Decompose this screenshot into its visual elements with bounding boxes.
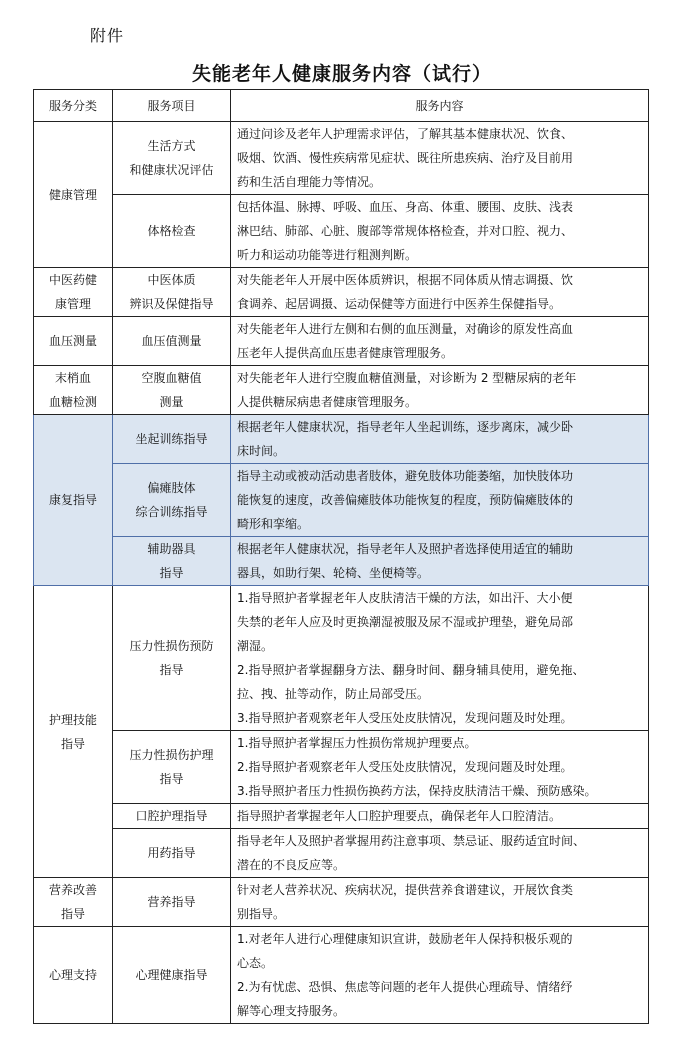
service-content-line: 对失能老年人进行空腹血糖值测量，对诊断为 2 型糖尿病的老年 (237, 371, 577, 385)
service-content-cell (231, 586, 649, 731)
table-row (34, 537, 649, 586)
service-content-cell (231, 804, 649, 829)
service-item-label: 心理健康指导 (135, 968, 208, 982)
service-item-cell (113, 586, 231, 731)
service-content-line: 2.指导照护者掌握翻身方法、翻身时间、翻身辅具使用，避免拖、 (237, 663, 585, 677)
service-content-line: 听力和运动功能等进行粗测判断。 (237, 248, 418, 262)
table-row (34, 829, 649, 878)
service-item-cell (113, 317, 231, 366)
table-row (34, 804, 649, 829)
header-item: 服务项目 (113, 90, 231, 122)
service-content-cell (231, 878, 649, 927)
service-item-label: 压力性损伤护理 (129, 748, 214, 762)
service-content-line: 潜在的不良反应等。 (237, 858, 346, 872)
service-table-body (34, 90, 649, 1024)
category-cell (34, 927, 113, 1024)
service-item-cell (113, 927, 231, 1024)
table-row (34, 366, 649, 415)
service-content-line: 压老年人提供高血压患者健康管理服务。 (237, 346, 454, 360)
category-cell (34, 317, 113, 366)
service-content-line: 潮湿。 (237, 639, 274, 653)
category-cell (34, 268, 113, 317)
service-item-cell (113, 804, 231, 829)
table-row (34, 415, 649, 464)
attachment-label: 附件 (90, 26, 125, 45)
table-row (34, 731, 649, 804)
service-content-line: 对失能老年人开展中医体质辨识，根据不同体质从情志调摄、饮 (237, 273, 574, 287)
service-item-label: 生活方式 (147, 139, 196, 153)
service-item-label: 辨识及保健指导 (129, 297, 214, 311)
service-item-cell (113, 415, 231, 464)
service-item-cell (113, 464, 231, 537)
service-content-line: 根据老年人健康状况，指导老年人及照护者选择使用适宜的辅助 (237, 542, 574, 556)
service-content-line: 吸烟、饮酒、慢性疾病常见症状、既往所患疾病、治疗及目前用 (237, 151, 574, 165)
service-content-cell (231, 731, 649, 804)
service-content-line: 药和生活自理能力等情况。 (237, 175, 382, 189)
service-item-cell (113, 731, 231, 804)
service-content-cell (231, 195, 649, 268)
category-cell (34, 878, 113, 927)
category-label: 血压测量 (48, 334, 97, 348)
service-item-label: 偏瘫肢体 (147, 481, 196, 495)
service-content-line: 别指导。 (237, 907, 286, 921)
service-item-label: 坐起训练指导 (135, 432, 208, 446)
service-content-line: 根据老年人健康状况，指导老年人坐起训练，逐步离床，减少卧 (237, 420, 574, 434)
table-row (34, 878, 649, 927)
category-label: 指导 (60, 736, 85, 751)
service-content-line: 人提供糖尿病患者健康管理服务。 (237, 395, 418, 409)
service-item-label: 和健康状况评估 (129, 163, 214, 177)
service-item-cell (113, 537, 231, 586)
service-item-label: 指导 (159, 772, 184, 786)
category-label: 末梢血 (54, 371, 91, 385)
service-content-line: 2.指导照护者观察老年人受压处皮肤情况，发现问题及时处理。 (237, 760, 573, 774)
service-content-line: 指导老年人及照护者掌握用药注意事项、禁忌证、服药适宜时间、 (237, 834, 586, 848)
service-item-cell (113, 268, 231, 317)
service-item-label: 中医体质 (147, 273, 196, 287)
category-cell (34, 122, 113, 268)
service-content-line: 拉、拽、扯等动作，防止局部受压。 (237, 687, 430, 701)
category-label: 中医药健 (48, 273, 97, 287)
service-content-cell (231, 317, 649, 366)
service-item-label: 测量 (159, 395, 184, 409)
table-header-row (34, 90, 649, 122)
service-item-cell (113, 195, 231, 268)
service-item-cell (113, 122, 231, 195)
service-item-label: 血压值测量 (141, 334, 202, 348)
service-content-line: 畸形和挛缩。 (237, 517, 310, 531)
service-content-line: 3.指导照护者压力性损伤换药方法，保持皮肤清洁干燥、预防感染。 (237, 784, 597, 798)
category-label: 指导 (60, 907, 85, 921)
service-item-label: 口腔护理指导 (135, 809, 208, 823)
service-content-line: 1.对老年人进行心理健康知识宣讲，鼓励老年人保持积极乐观的 (237, 932, 573, 946)
service-content-cell (231, 464, 649, 537)
service-content-cell (231, 122, 649, 195)
service-content-cell (231, 927, 649, 1024)
service-item-label: 空腹血糖值 (141, 371, 202, 385)
table-row (34, 122, 649, 195)
service-content-line: 1.指导照护者掌握压力性损伤常规护理要点。 (237, 736, 477, 750)
service-content-line: 包括体温、脉搏、呼吸、血压、身高、体重、腰围、皮肤、浅表 (237, 200, 574, 214)
service-content-line: 淋巴结、肺部、心脏、腹部等常规体格检查，并对口腔、视力、 (237, 224, 574, 238)
service-content-line: 器具，如助行架、轮椅、坐便椅等。 (237, 566, 430, 580)
service-item-label: 用药指导 (147, 846, 196, 860)
service-content-line: 3.指导照护者观察老年人受压处皮肤情况，发现问题及时处理。 (237, 711, 573, 725)
category-label: 护理技能 (48, 712, 97, 727)
service-content-cell (231, 366, 649, 415)
category-label: 心理支持 (48, 968, 97, 982)
service-content-line: 指导主动或被动活动患者肢体，避免肢体功能萎缩，加快肢体功 (237, 469, 574, 483)
service-content-cell (231, 415, 649, 464)
category-cell (34, 415, 113, 586)
table-row (34, 464, 649, 537)
service-content-line: 1.指导照护者掌握老年人皮肤清洁干燥的方法，如出汗、大小便 (237, 591, 573, 605)
service-content-line: 解等心理支持服务。 (237, 1004, 346, 1018)
service-content-line: 食调养、起居调摄、运动保健等方面进行中医养生保健指导。 (237, 297, 562, 311)
category-label: 健康管理 (48, 187, 97, 202)
header-content: 服务内容 (231, 90, 649, 122)
service-content-cell (231, 537, 649, 586)
service-content-line: 能恢复的速度，改善偏瘫肢体功能恢复的程度，预防偏瘫肢体的 (237, 493, 574, 507)
service-content-line: 通过问诊及老年人护理需求评估，了解其基本健康状况、饮食、 (237, 127, 574, 141)
category-cell (34, 366, 113, 415)
service-item-label: 体格检查 (147, 224, 196, 238)
service-item-label: 指导 (159, 566, 184, 580)
service-content-line: 2.为有忧虑、恐惧、焦虑等问题的老年人提供心理疏导、情绪纾 (237, 980, 573, 994)
service-item-cell (113, 878, 231, 927)
table-row (34, 586, 649, 731)
service-item-label: 压力性损伤预防 (129, 639, 214, 653)
table-row (34, 317, 649, 366)
category-label: 康复指导 (48, 493, 97, 507)
table-row (34, 195, 649, 268)
service-item-label: 综合训练指导 (135, 505, 208, 519)
category-label: 营养改善 (48, 883, 97, 897)
table-row (34, 268, 649, 317)
category-label: 康管理 (54, 297, 91, 311)
service-content-cell (231, 829, 649, 878)
service-content-line: 指导照护者掌握老年人口腔护理要点，确保老年人口腔清洁。 (237, 809, 562, 823)
service-table (33, 89, 649, 1024)
header-category: 服务分类 (34, 90, 113, 122)
service-content-line: 心态。 (237, 956, 274, 970)
category-cell (34, 586, 113, 878)
category-label: 血糖检测 (48, 395, 97, 409)
service-content-cell (231, 268, 649, 317)
service-content-line: 床时间。 (237, 444, 286, 458)
document-title: 失能老年人健康服务内容（试行） (191, 63, 492, 85)
service-item-cell (113, 366, 231, 415)
service-item-label: 营养指导 (147, 895, 196, 909)
service-content-line: 失禁的老年人应及时更换潮湿被服及尿不湿或护理垫，避免局部 (237, 615, 574, 629)
service-item-label: 指导 (159, 663, 184, 677)
service-item-cell (113, 829, 231, 878)
table-row (34, 927, 649, 1024)
service-item-label: 辅助器具 (147, 542, 196, 556)
service-content-line: 对失能老年人进行左侧和右侧的血压测量，对确诊的原发性高血 (237, 322, 574, 336)
service-content-line: 针对老人营养状况、疾病状况，提供营养食谱建议，开展饮食类 (237, 883, 574, 897)
